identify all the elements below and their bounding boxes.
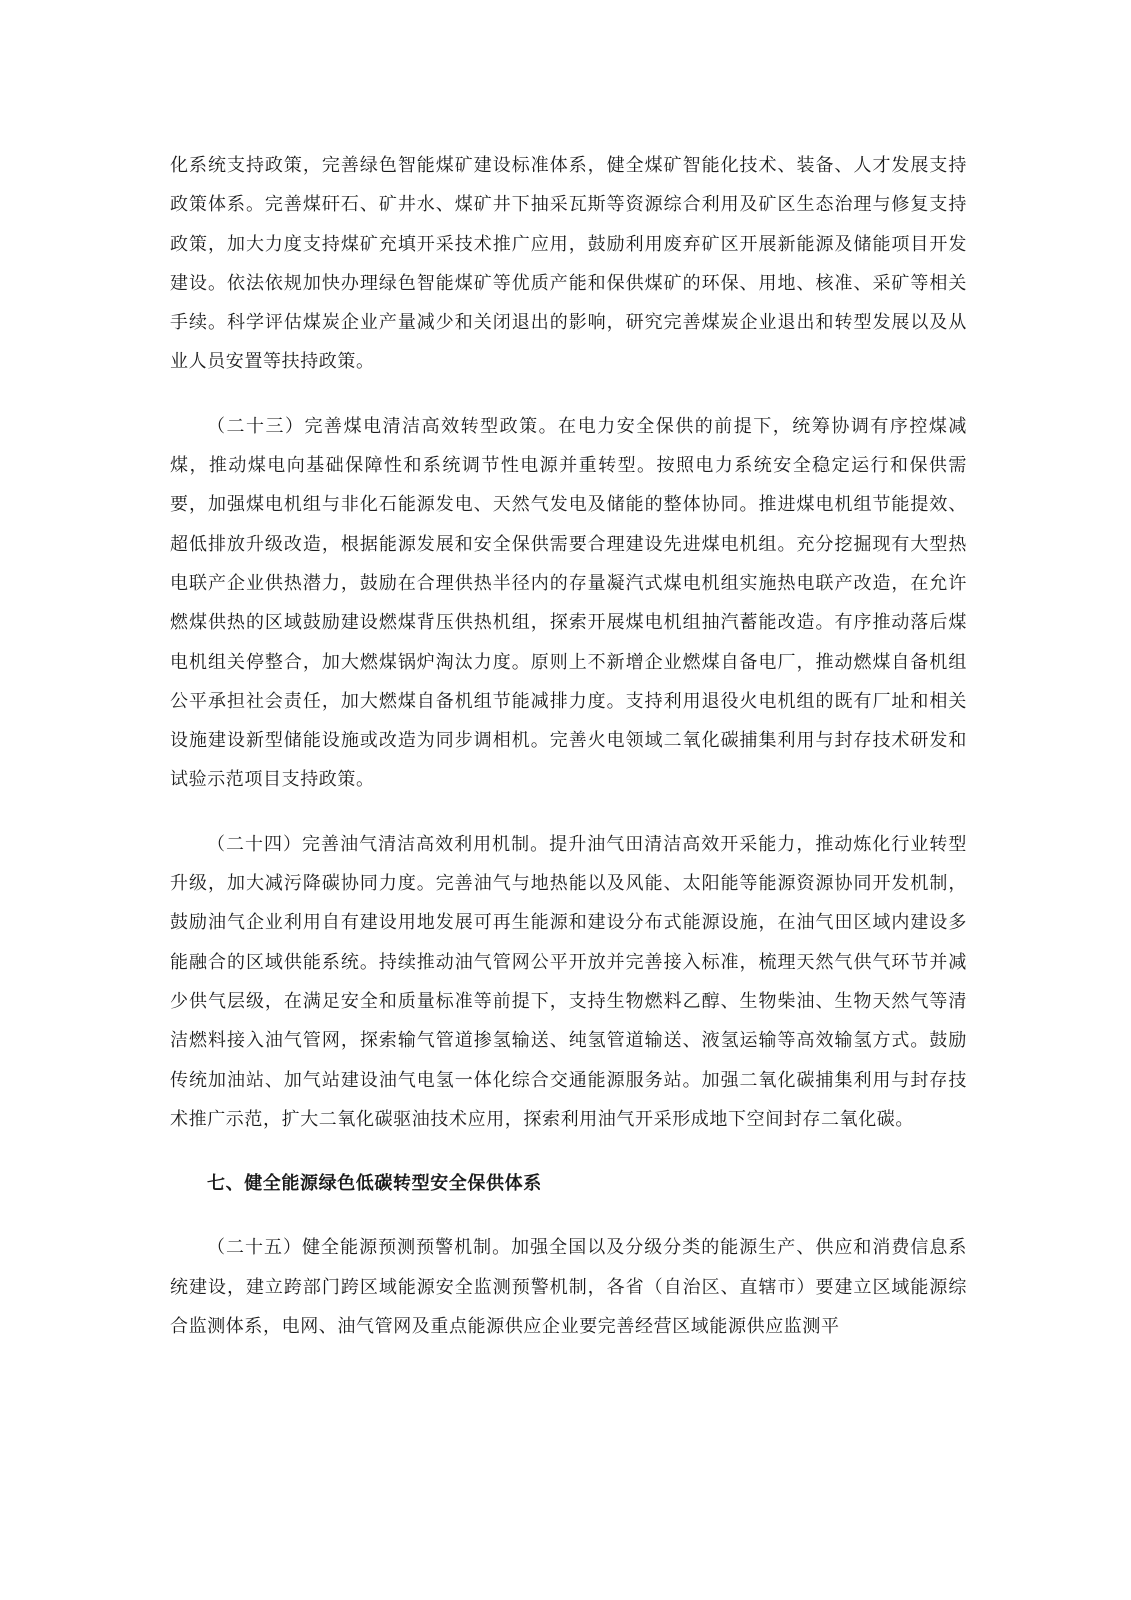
paragraph-24-oil-gas: （二十四）完善油气清洁高效利用机制。提升油气田清洁高效开采能力，推动炼化行业转型升级，加大减污降碳协同力度。完善油气与地热能以及风能、太阳能等能源资源协同开发机制，鼓励油气企业利用自有建设用地发展可再生能源和建设分布式能源设施，在油气田区域内建设多能融合的区域供能系统。持续推动油气管网公平开放并完善接入标准，梳理天然气供气环节并减少供气层级，在满足安全和质量标准等前提下，支持生物燃料乙醇、生物柴油、生物天然气等清洁燃料接入油气管网，探索输气管道掺氢输送、纯氢管道输送、液氢运输等高效输氢方式。鼓励传统加油站、加气站建设油气电氢一体化综合交通能源服务站。加强二氧化碳捕集利用与封存技术推广示范，扩大二氧化碳驱油技术应用，探索利用油气开采形成地下空间封存二氧化碳。 — [170, 833, 967, 1130]
paragraph-23-coal-power: （二十三）完善煤电清洁高效转型政策。在电力安全保供的前提下，统筹协调有序控煤减煤，推动煤电向基础保障性和系统调节性电源并重转型。按照电力系统安全稳定运行和保供需要，加强煤电机组与非化石能源发电、天然气发电及储能的整体协同。推进煤电机组节能提效、超低排放升级改造，根据能源发展和安全保供需要合理建设先进煤电机组。充分挖掘现有大型热电联产企业供热潜力，鼓励在合理供热半径内的存量凝汽式煤电机组实施热电联产改造，在允许燃煤供热的区域鼓励建设燃煤背压供热机组，探索开展煤电机组抽汽蓄能改造。有序推动落后煤电机组关停整合，加大燃煤锅炉淘汰力度。原则上不新增企业燃煤自备电厂，推动燃煤自备机组公平承担社会责任，加大燃煤自备机组节能减排力度。支持利用退役火电机组的既有厂址和相关设施建设新型储能设施或改造为同步调相机。完善火电领域二氧化碳捕集利用与封存技术研发和试验示范项目支持政策。 — [170, 415, 967, 791]
document-page — [170, 146, 967, 1346]
paragraph-25-forecast-warning: （二十五）健全能源预测预警机制。加强全国以及分级分类的能源生产、供应和消费信息系统建设，建立跨部门跨区域能源安全监测预警机制，各省（自治区、直辖市）要建立区域能源综合监测体系，电网、油气管网及重点能源供应企业要完善经营区域能源供应监测平 — [170, 1237, 967, 1338]
paragraph-coal-mine-policy: 化系统支持政策，完善绿色智能煤矿建设标准体系，健全煤矿智能化技术、装备、人才发展支持政策体系。完善煤矸石、矿井水、煤矿井下抽采瓦斯等资源综合利用及矿区生态治理与修复支持政策，加大力度支持煤矿充填开采技术推广应用，鼓励利用废弃矿区开展新能源及储能项目开发建设。依法依规加快办理绿色智能煤矿等优质产能和保供煤矿的环保、用地、核准、采矿等相关手续。科学评估煤炭企业产量减少和关闭退出的影响，研究完善煤炭企业退出和转型发展以及从业人员安置等扶持政策。 — [170, 155, 967, 373]
section-heading-7: 七、健全能源绿色低碳转型安全保供体系 — [207, 1173, 542, 1195]
